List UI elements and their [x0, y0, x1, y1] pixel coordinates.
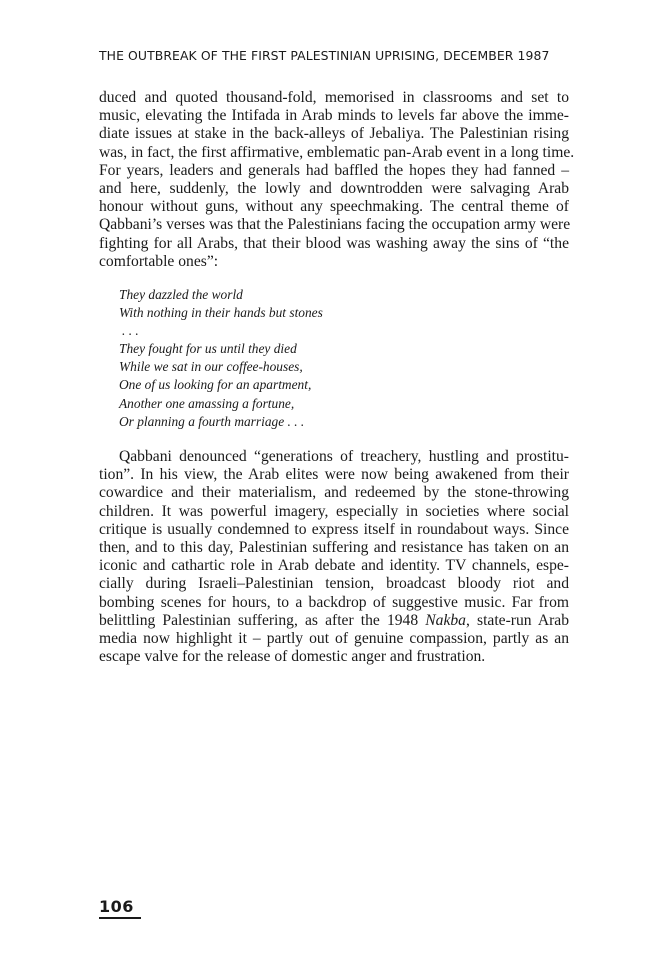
paragraph-line: critique is usually condemned to express itself in roundabout ways. Since [99, 520, 569, 538]
paragraph-line: bombing scenes for hours, to a backdrop of suggestive music. Far from [99, 593, 569, 611]
verse-line: They dazzled the world [119, 287, 243, 302]
verse-line: With nothing in their hands but stones [119, 305, 323, 321]
paragraph-line: tion”. In his view, the Arab elites were now being awakened from their [99, 466, 569, 484]
paragraph-line: comfortable ones”: [99, 252, 219, 270]
paragraph-line: diate issues at stake in the back-alleys of Jebaliya. The Palestinian rising [99, 125, 569, 143]
paragraph-line: escape valve for the release of domestic anger and frustration. [99, 648, 486, 666]
paragraph-1 [99, 89, 575, 271]
line-text: belittling Palestinian suffering, as after the 1948 [99, 611, 426, 629]
paragraph-line: honour without guns, without any speechmaking. The central theme of [99, 198, 569, 216]
page-number: 106 [99, 897, 134, 916]
paragraph-line: fighting for all Arabs, that their blood was washing away the sins of “the [99, 234, 569, 252]
paragraph-line: music, elevating the Intifada in Arab minds to levels far above the imme- [99, 107, 569, 125]
verse-line: They fought for us until they died [119, 341, 297, 357]
paragraph-line: then, and to this day, Palestinian suffering and resistance has taken on an [99, 539, 569, 557]
verse-line: One of us looking for an apartment, [119, 377, 312, 393]
paragraph-line: children. It was powerful imagery, especially in societies where social [99, 502, 569, 520]
paragraph-line: For years, leaders and generals had baffled the hopes they had fanned – [99, 161, 569, 179]
page-number-rule [99, 917, 141, 919]
verse-line: Another one amassing a fortune, [119, 395, 295, 411]
italic-term-nakba: Nakba [425, 611, 466, 629]
paragraph-line: was, in fact, the first affirmative, emblematic pan-Arab event in a long time. [99, 143, 575, 161]
verse-line: Or planning a fourth marriage . . . [119, 413, 305, 429]
paragraph-line: Qabbani denounced “generations of treachery, hustling and prostitu- [119, 448, 569, 465]
paragraph-line: cially during Israeli–Palestinian tension, broadcast bloody riot and [99, 575, 569, 593]
line-text: , state-run Arab [465, 611, 569, 629]
paragraph-line: cowardice and their materialism, and redeemed by the stone-throwing [99, 484, 569, 502]
verse-ellipsis: . . . [122, 323, 139, 339]
poem-quotation [119, 286, 519, 431]
paragraph-line: and here, suddenly, the lowly and downtrodden were salvaging Arab [99, 180, 569, 198]
running-head: THE OUTBREAK OF THE FIRST PALESTINIAN UPRISING, DECEMBER 1987 [99, 48, 550, 63]
paragraph-line: iconic and cathartic role in Arab debate and identity. TV channels, espe- [99, 557, 569, 575]
paragraph-line: duced and quoted thousand-fold, memorised in classrooms and set to [99, 89, 569, 106]
paragraph-2 [99, 448, 569, 666]
paragraph-line: Qabbani’s verses was that the Palestinians facing the occupation army were [99, 216, 571, 234]
paragraph-line [99, 612, 569, 630]
paragraph-line: media now highlight it – partly out of genuine compassion, partly as an [99, 630, 569, 648]
verse-line: While we sat in our coffee-houses, [119, 359, 303, 375]
